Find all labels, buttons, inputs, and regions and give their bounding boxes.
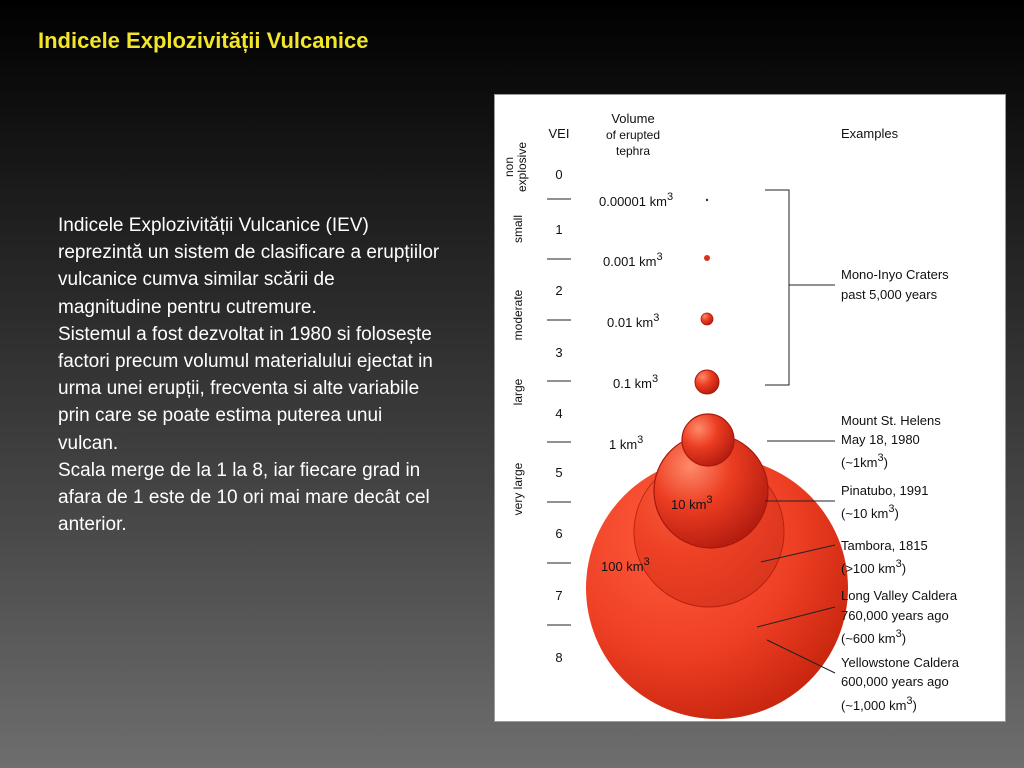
volume-header-line1: Volume [611,111,655,126]
paragraph-definition: Indicele Explozivității Vulcanice (IEV) reprezintă un sistem de clasificare a erupțiilor vulcanice cumva similar scării de magnitudine pentru cutremure. [58,215,440,318]
example-long-valley-line2: 760,000 years ago [841,608,949,623]
vei-level-3: 3 [555,345,563,360]
body-text [58,212,443,538]
volume-label-3: 0.1 $km^3$ [613,373,659,391]
examples-header: Examples [841,126,899,141]
example-st-helens-line3: $(\sim 1km^3)$ [841,452,888,470]
vei-level-0: 0 [555,167,563,182]
slide-title: Indicele Explozivității Vulcanice [38,28,369,53]
volume-label-1: 0.001 $km^3$ [603,251,663,269]
example-long-valley-line1: Long Valley Caldera [841,588,958,603]
category-nonexplosive-line1: non [502,156,516,178]
example-pinatubo-line1: Pinatubo, 1991 [841,483,929,498]
sphere-0.1km3 [695,370,719,394]
vei-level-6: 6 [555,526,563,541]
volume-label-6: 100 $km^3$ [601,556,650,574]
bracket-mono-inyo [765,190,789,385]
sphere-1km3 [682,414,734,466]
volume-label-5: 10 $km^3$ [671,494,713,512]
vei-level-4: 4 [555,406,563,421]
sphere-0.00001km3 [706,199,708,201]
sphere-0.001km3 [704,255,710,261]
example-yellowstone-line3: (~1,000 $km^3$) [841,695,917,713]
paragraph-scale: Scala merge de la 1 la 8, iar fiecare grad in afara de 1 este de 10 ori mai mare decât cel anterior. [58,459,430,536]
vei-diagram [494,94,1006,722]
category-small: small [511,214,525,244]
volume-label-4: 1 $km^3$ [609,434,644,452]
volume-header-line2: of erupted [605,128,661,142]
example-st-helens-line2: May 18, 1980 [841,432,920,447]
volume-label-0: 0.00001 $km^3$ [599,191,674,209]
sphere-0.01km3 [701,313,713,325]
vei-level-1: 1 [555,222,563,237]
example-st-helens-line1: Mount St. Helens [841,413,941,428]
volume-header-line3: tephra [615,144,651,158]
example-pinatubo-line2: (~10 $km^3$) [841,503,899,521]
category-nonexplosive-line2: explosive [515,141,529,193]
example-mono-inyo-line2: past 5,000 years [841,287,938,302]
category-very-large: very large [511,462,525,516]
volume-label-2: 0.01 $km^3$ [607,312,660,330]
vei-level-7: 7 [555,588,563,603]
vei-level-5: 5 [555,465,563,480]
example-tambora-line1: Tambora, 1815 [841,538,928,553]
example-tambora-line2: (>100 $km^3$) [841,558,907,576]
example-yellowstone-line1: Yellowstone Caldera [841,655,960,670]
example-mono-inyo-line1: Mono-Inyo Craters [841,267,949,282]
category-moderate: moderate [511,289,525,341]
paragraph-history: Sistemul a fost dezvoltat in 1980 si folosește factori precum volumul materialului ejectat in urma unei erupții, frecventa si alte variabile prin care se poate estima puterea unui vulcan. [58,323,433,454]
vei-header: VEI [548,126,570,141]
vei-diagram-svg [495,95,1007,723]
vei-level-8: 8 [555,650,563,665]
vei-level-2: 2 [555,283,563,298]
category-large: large [511,378,525,406]
example-long-valley-line3: (~600 $km^3$) [841,628,907,646]
example-yellowstone-line2: 600,000 years ago [841,674,949,689]
